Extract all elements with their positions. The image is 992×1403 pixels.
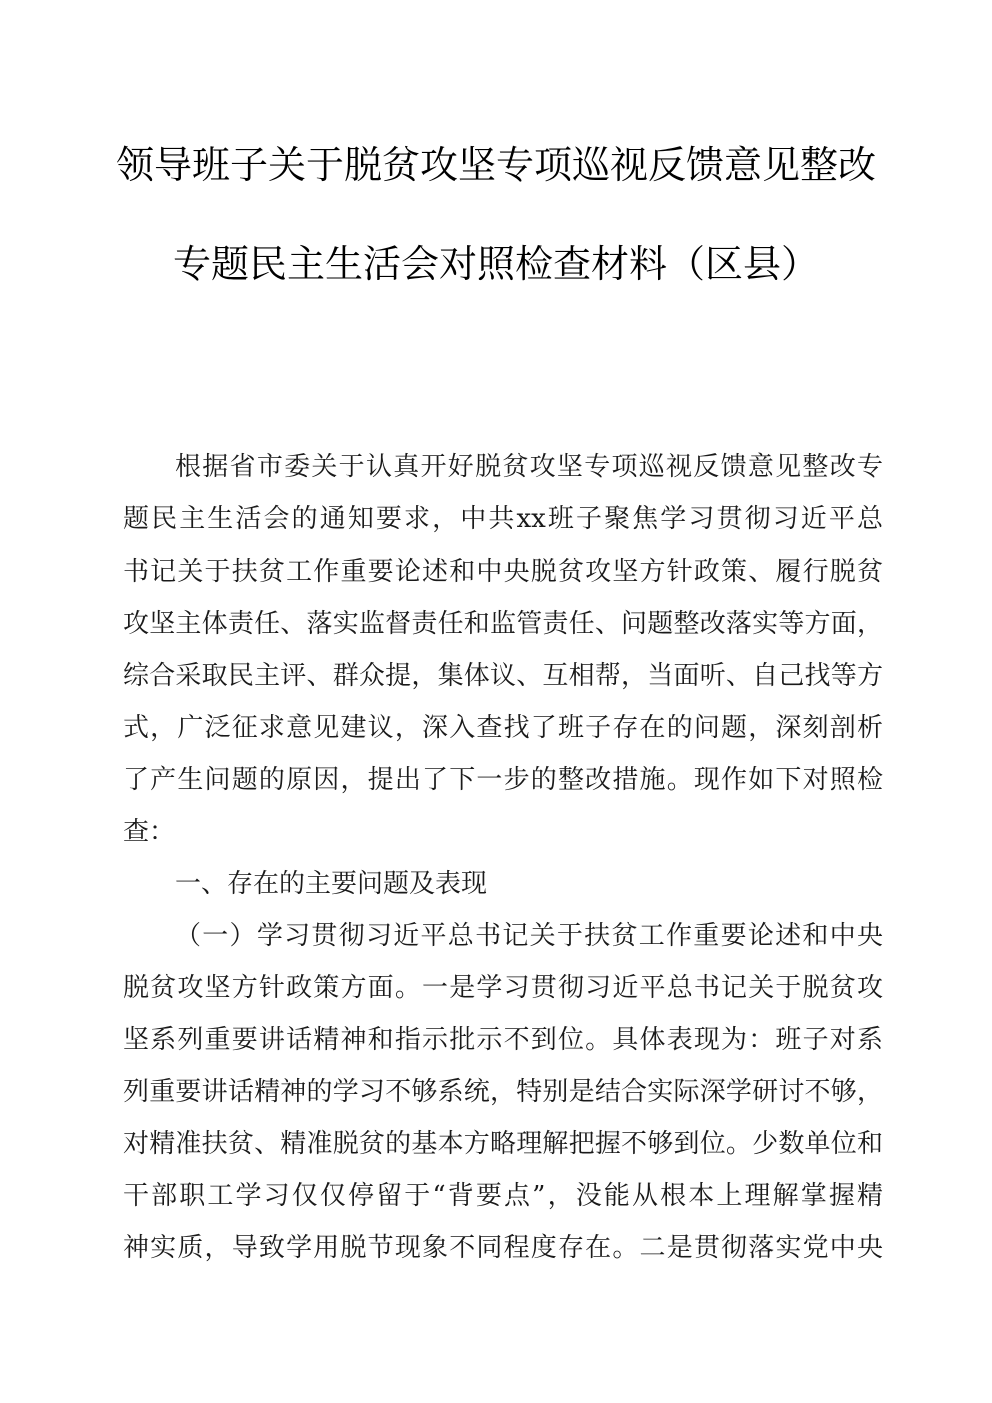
body-line-15: 干部职工学习仅仅停留于“背要点”，没能从根本上理解掌握精 <box>123 1181 883 1211</box>
body-line-14: 对精准扶贫、精准脱贫的基本方略理解把握不够到位。少数单位和 <box>123 1129 883 1159</box>
document-title-line-2: 专题民主生活会对照检查材料（区县） <box>172 242 819 286</box>
body-line-6: 式，广泛征求意见建议，深入查找了班子存在的问题，深刻剖析 <box>123 713 883 743</box>
body-line-2: 题民主生活会的通知要求，中共xx班子聚焦学习贯彻习近平总 <box>123 504 883 534</box>
body-line-3: 书记关于扶贫工作重要论述和中央脱贫攻坚方针政策、履行脱贫 <box>123 557 883 587</box>
body-line-5: 综合采取民主评、群众提，集体议、互相帮，当面听、自己找等方 <box>123 661 883 691</box>
body-line-4: 攻坚主体责任、落实监督责任和监管责任、问题整改落实等方面， <box>123 609 883 639</box>
body-line-12: 坚系列重要讲话精神和指示批示不到位。具体表现为：班子对系 <box>123 1025 883 1055</box>
body-line-8: 查： <box>123 817 176 847</box>
body-line-1: 根据省市委关于认真开好脱贫攻坚专项巡视反馈意见整改专 <box>175 452 883 482</box>
document-title-line-1: 领导班子关于脱贫攻坚专项巡视反馈意见整改 <box>115 143 876 187</box>
body-line-10: （一）学习贯彻习近平总书记关于扶贫工作重要论述和中央 <box>175 921 883 951</box>
section-heading-1: 一、存在的主要问题及表现 <box>175 869 488 899</box>
body-line-16: 神实质，导致学用脱节现象不同程度存在。二是贯彻落实党中央 <box>123 1233 883 1263</box>
body-line-11: 脱贫攻坚方针政策方面。一是学习贯彻习近平总书记关于脱贫攻 <box>123 973 883 1003</box>
body-line-7: 了产生问题的原因，提出了下一步的整改措施。现作如下对照检 <box>123 765 883 795</box>
body-line-13: 列重要讲话精神的学习不够系统，特别是结合实际深学研讨不够， <box>123 1077 883 1107</box>
